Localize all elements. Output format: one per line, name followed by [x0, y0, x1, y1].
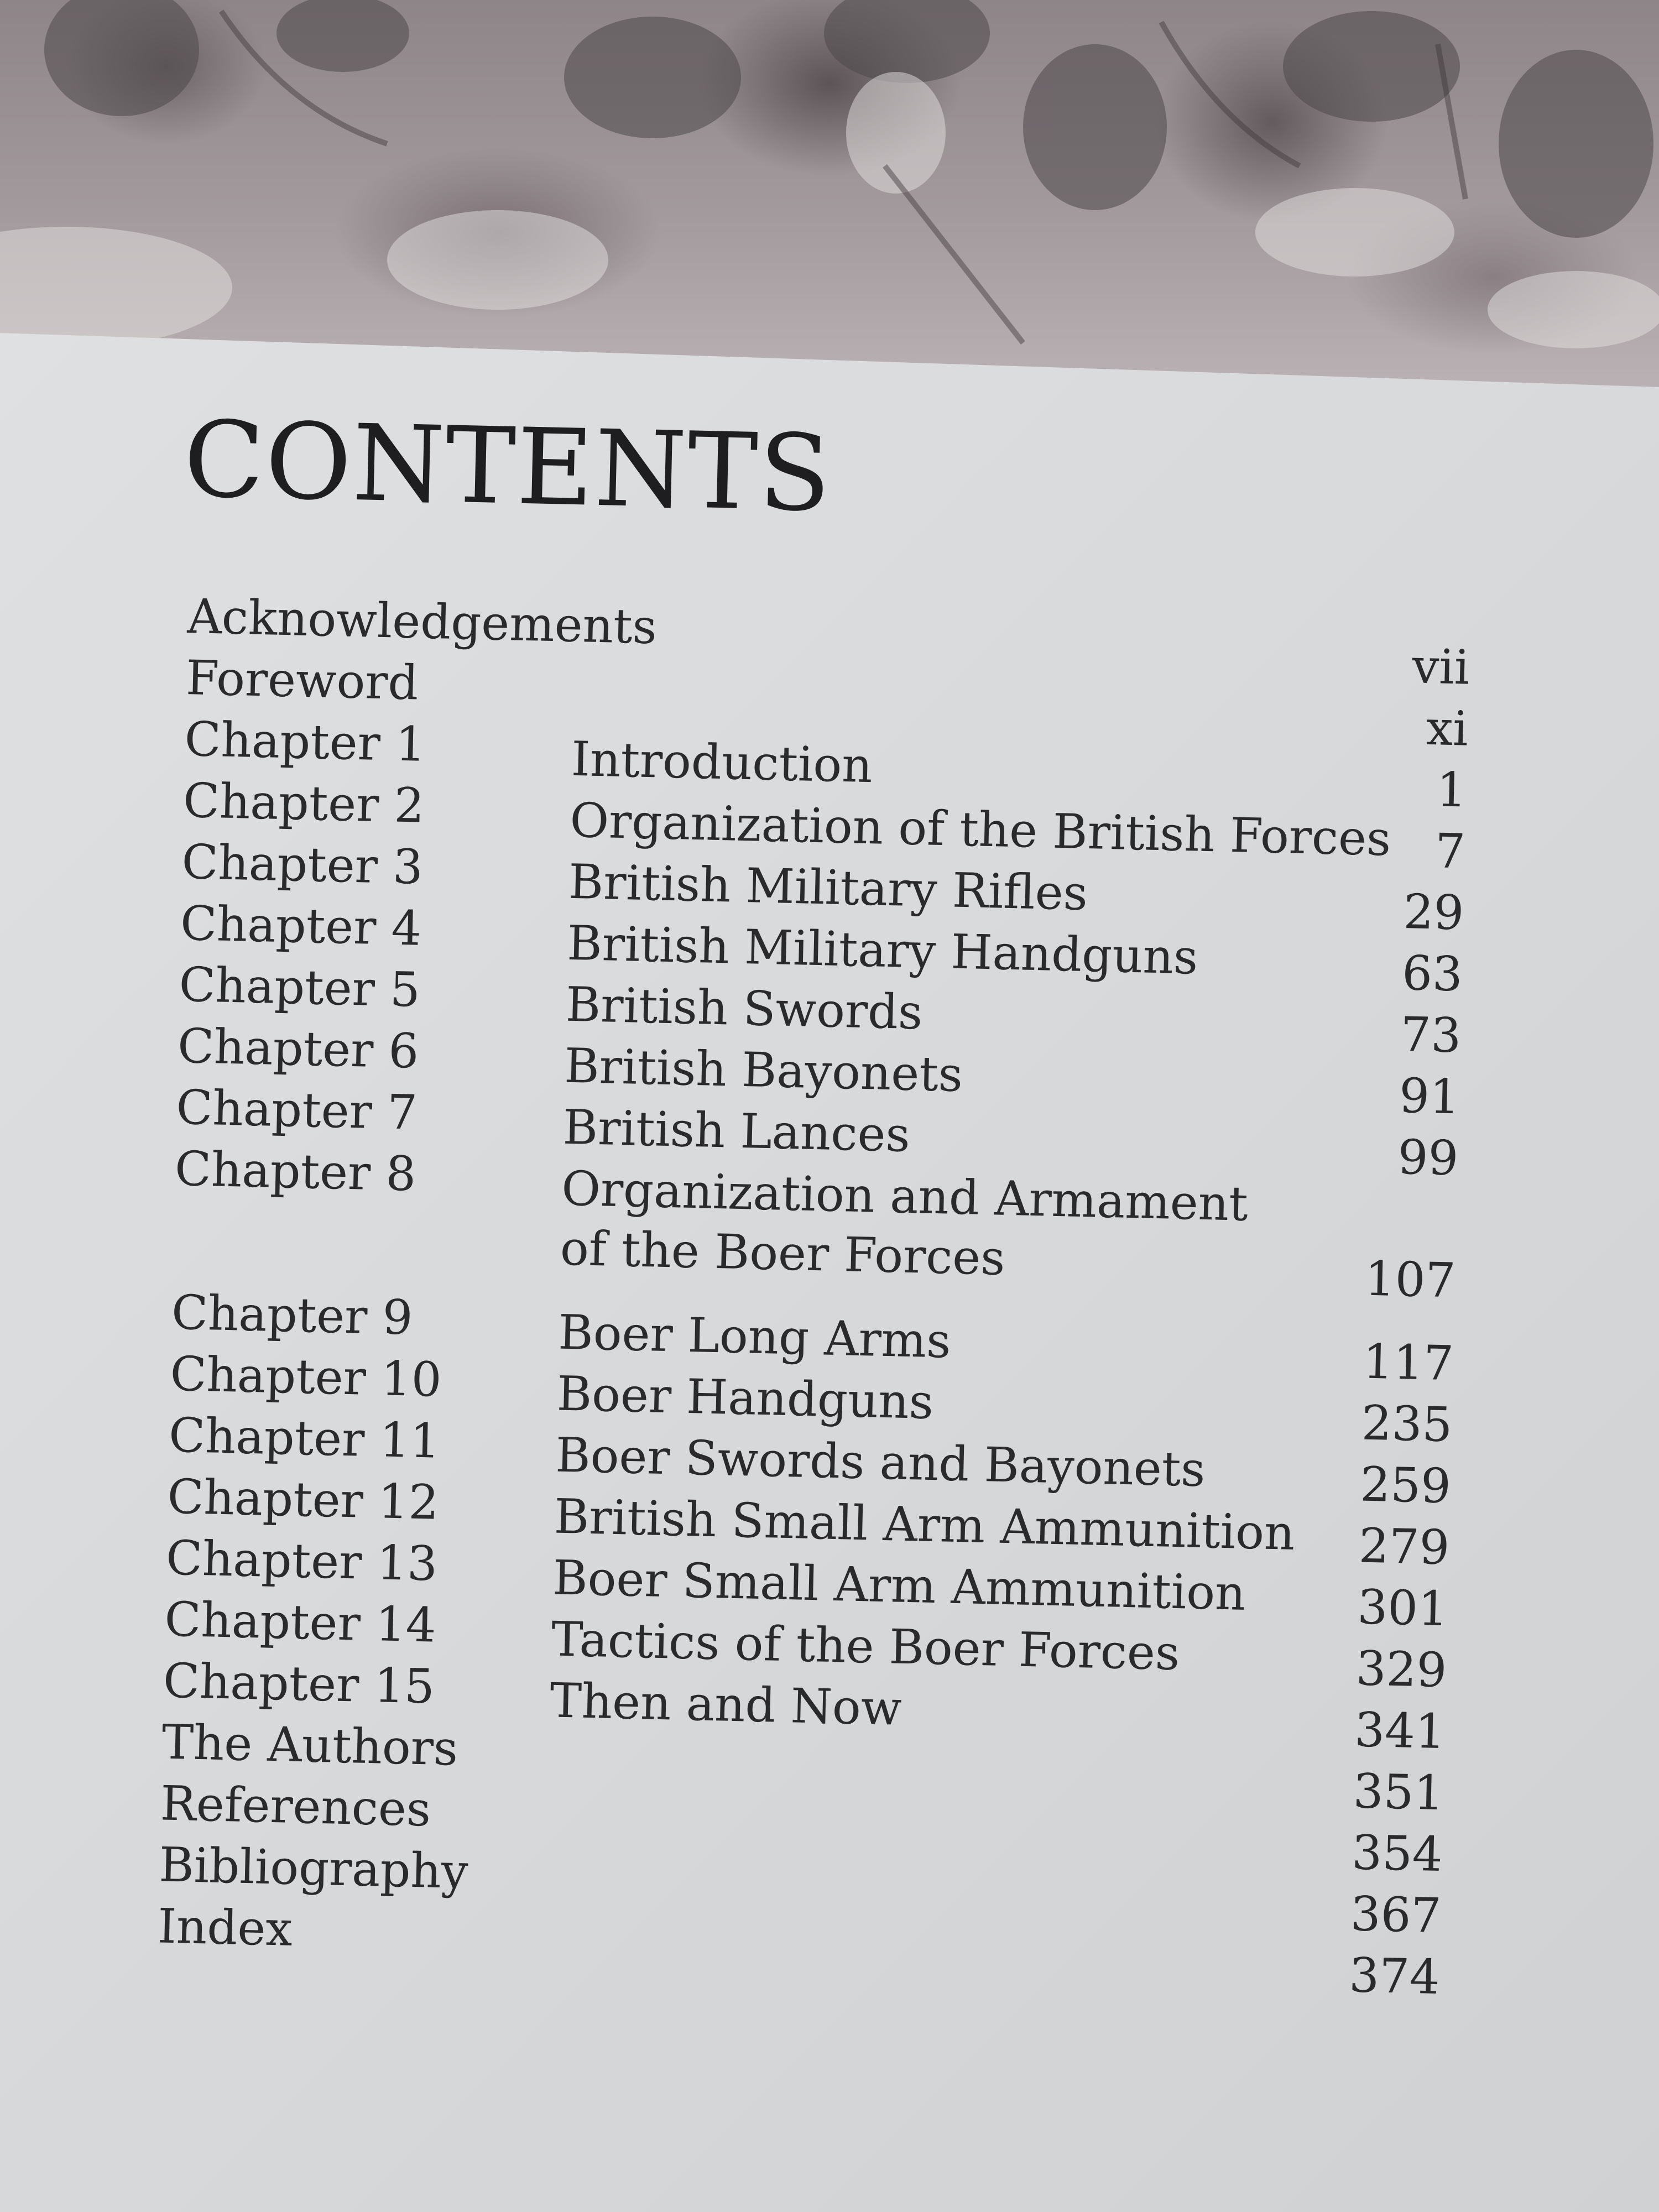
toc-page-number: 374: [1348, 1948, 1441, 2005]
toc-page-number: 301: [1357, 1579, 1449, 1637]
toc-page-number: 29: [1402, 884, 1465, 941]
toc-title-line: British Bayonets: [564, 1038, 964, 1103]
toc-page-number: 107: [1364, 1251, 1457, 1309]
toc-page-number: 63: [1401, 945, 1463, 1003]
toc-chapter-label: Chapter 7: [175, 1079, 418, 1141]
toc-page-number: 259: [1359, 1457, 1452, 1515]
toc-entry-label: References: [160, 1776, 432, 1838]
toc-entry-label: Acknowledgements: [186, 589, 658, 655]
toc-page-number: 235: [1361, 1395, 1453, 1453]
toc-title-line: British Swords: [565, 977, 924, 1041]
toc-page-number: 279: [1358, 1518, 1451, 1576]
photo-texture: [0, 0, 1659, 387]
toc-page-number: 329: [1355, 1641, 1448, 1699]
toc-page-number: 91: [1399, 1068, 1460, 1125]
toc-title-line: British Military Handguns: [566, 915, 1199, 985]
toc-title-line: Introduction: [571, 731, 873, 794]
toc-chapter-label: Chapter 14: [164, 1592, 437, 1653]
header-photograph: [0, 0, 1659, 387]
toc-chapter-label: Chapter 2: [182, 773, 425, 834]
toc-page-number: 1: [1436, 762, 1468, 818]
page-title: CONTENTS: [182, 398, 833, 535]
toc-title-line: of the Boer Forces: [559, 1220, 1006, 1286]
table-of-contents: [156, 589, 1471, 2005]
toc-page-number: 354: [1351, 1825, 1443, 1883]
toc-title-line: Organization and Armament: [561, 1161, 1249, 1232]
toc-entry-label: The Authors: [161, 1714, 459, 1777]
toc-chapter-label: Chapter 1: [184, 711, 426, 773]
toc-entry-label: Foreword: [185, 650, 419, 711]
toc-page-number: 351: [1352, 1764, 1445, 1822]
toc-page-number: 7: [1434, 823, 1466, 880]
toc-chapter-label: Chapter 6: [177, 1018, 420, 1079]
toc-entry-label: Index: [156, 1898, 294, 1957]
toc-chapter-label: Chapter 13: [165, 1530, 439, 1592]
toc-chapter-label: Chapter 3: [181, 834, 424, 895]
toc-title-line: Boer Long Arms: [557, 1305, 952, 1369]
toc-chapter-label: Chapter 12: [166, 1469, 440, 1531]
toc-title-line: Organization of the British Forces: [569, 792, 1392, 867]
toc-entry-label: Bibliography: [158, 1837, 469, 1900]
toc-page-number: 367: [1349, 1886, 1442, 1944]
toc-chapter-label: Chapter 15: [163, 1653, 436, 1715]
toc-title-line: Boer Swords and Bayonets: [555, 1427, 1206, 1498]
toc-title-line: British Small Arm Ammunition: [553, 1489, 1296, 1561]
toc-chapter-label: Chapter 8: [174, 1141, 417, 1202]
toc-chapter-label: Chapter 4: [180, 895, 422, 957]
toc-page-number: 341: [1354, 1702, 1446, 1760]
toc-page-number: 73: [1400, 1006, 1462, 1064]
toc-page-number: 117: [1362, 1334, 1454, 1392]
toc-chapter-title: [560, 1161, 1249, 1296]
toc-chapter-label: Chapter 5: [178, 957, 421, 1018]
toc-title-line: Then and Now: [549, 1673, 902, 1736]
toc-page-number: vii: [1411, 639, 1470, 696]
toc-title-line: Boer Handguns: [556, 1366, 935, 1430]
toc-page-number: 99: [1397, 1129, 1459, 1187]
toc-page-number: xi: [1425, 700, 1469, 757]
toc-chapter-label: Chapter 10: [169, 1346, 442, 1408]
toc-title-line: Boer Small Arm Ammunition: [552, 1550, 1246, 1621]
toc-chapter-label: Chapter 11: [168, 1407, 441, 1469]
toc-title-line: British Lances: [562, 1099, 911, 1163]
toc-title-line: Tactics of the Boer Forces: [550, 1611, 1181, 1682]
toc-chapter-label: Chapter 9: [171, 1285, 414, 1346]
toc-title-line: British Military Rifles: [568, 854, 1088, 922]
